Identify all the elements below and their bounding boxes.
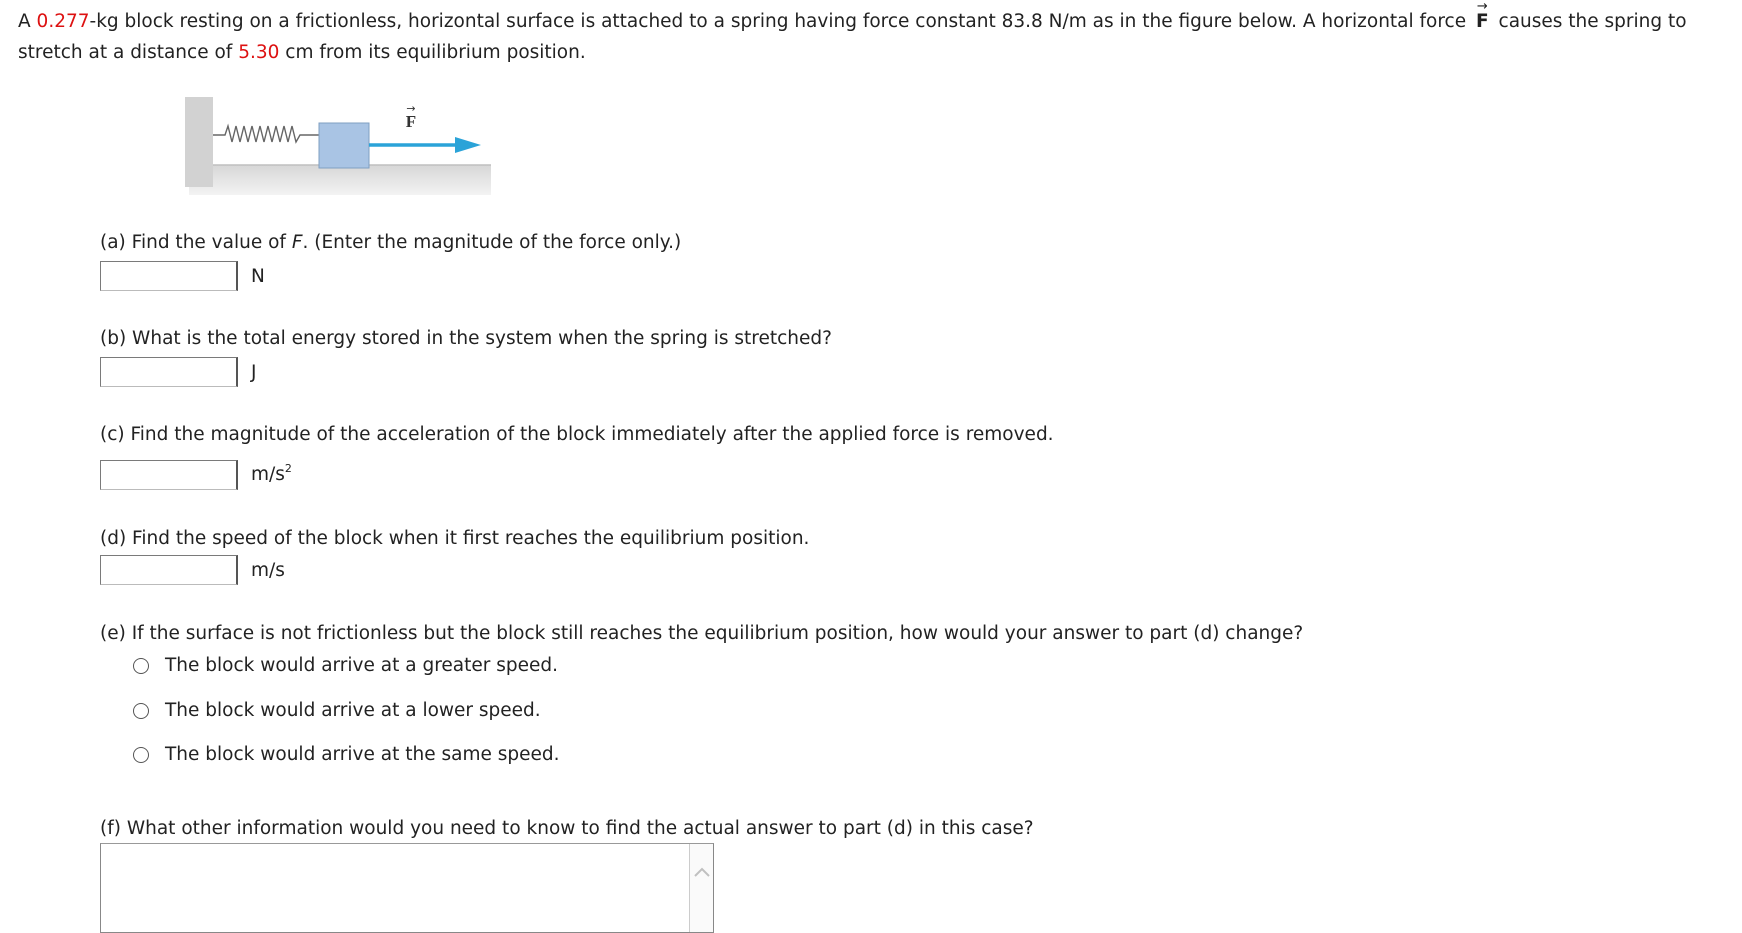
- problem-text: cm from its equilibrium position.: [279, 42, 586, 63]
- svg-text:→: →: [406, 102, 416, 115]
- part-d-unit: m/s: [251, 560, 285, 581]
- floor: [189, 165, 491, 195]
- textarea-scroll-gutter[interactable]: [689, 844, 713, 932]
- part-e-option-same[interactable]: [133, 744, 560, 765]
- part-b-unit: J: [251, 362, 257, 383]
- problem-statement: [18, 6, 1733, 68]
- force-label: F: [405, 112, 417, 131]
- part-b-answer-input[interactable]: [100, 357, 238, 387]
- part-e-option-lower[interactable]: [133, 700, 541, 721]
- part-a-answer-input[interactable]: [100, 261, 238, 291]
- mass-value: 0.277: [36, 11, 90, 32]
- part-a-prompt: (a) Find the value of F. (Enter the magnitude of the force only.): [100, 232, 682, 253]
- problem-text: causes the spring to stretch at a distance of: [18, 11, 1687, 63]
- problem-text: A: [18, 11, 37, 32]
- option-label: The block would arrive at the same speed.: [165, 744, 560, 765]
- force-vector-symbol: → F: [1472, 6, 1493, 37]
- problem-text: -kg block resting on a frictionless, horizontal surface is attached to a spring having force constant 83.8 N/m as in the figure below. A horizontal force: [89, 11, 1472, 32]
- part-e-option-greater[interactable]: [133, 655, 558, 676]
- part-f-prompt: (f) What other information would you need to know to find the actual answer to part (d) in this case?: [100, 818, 1034, 839]
- part-c-answer-input[interactable]: [100, 460, 238, 490]
- part-d-answer-input[interactable]: [100, 555, 238, 585]
- part-d-prompt: (d) Find the speed of the block when it first reaches the equilibrium position.: [100, 528, 810, 549]
- distance-value: 5.30: [238, 42, 280, 63]
- part-f-answer-textarea[interactable]: [100, 843, 714, 933]
- part-c-unit: $m/s^2$: [251, 462, 292, 485]
- chevron-up-icon[interactable]: [691, 862, 713, 884]
- option-label: The block would arrive at a lower speed.: [165, 700, 541, 721]
- part-c-prompt: (c) Find the magnitude of the acceleration of the block immediately after the applied force is removed.: [100, 424, 1054, 445]
- radio-button[interactable]: [133, 703, 149, 719]
- wall: [185, 97, 213, 187]
- part-e-prompt: (e) If the surface is not frictionless but the block still reaches the equilibrium position, how would your answer to part (d) change?: [100, 623, 1304, 644]
- block: [319, 123, 369, 168]
- part-a-unit: N: [251, 266, 265, 287]
- spring-block-figure: [185, 95, 495, 205]
- radio-button[interactable]: [133, 658, 149, 674]
- option-label: The block would arrive at a greater speed.: [165, 655, 559, 676]
- radio-button[interactable]: [133, 747, 149, 763]
- part-b-prompt: (b) What is the total energy stored in the system when the spring is stretched?: [100, 328, 832, 349]
